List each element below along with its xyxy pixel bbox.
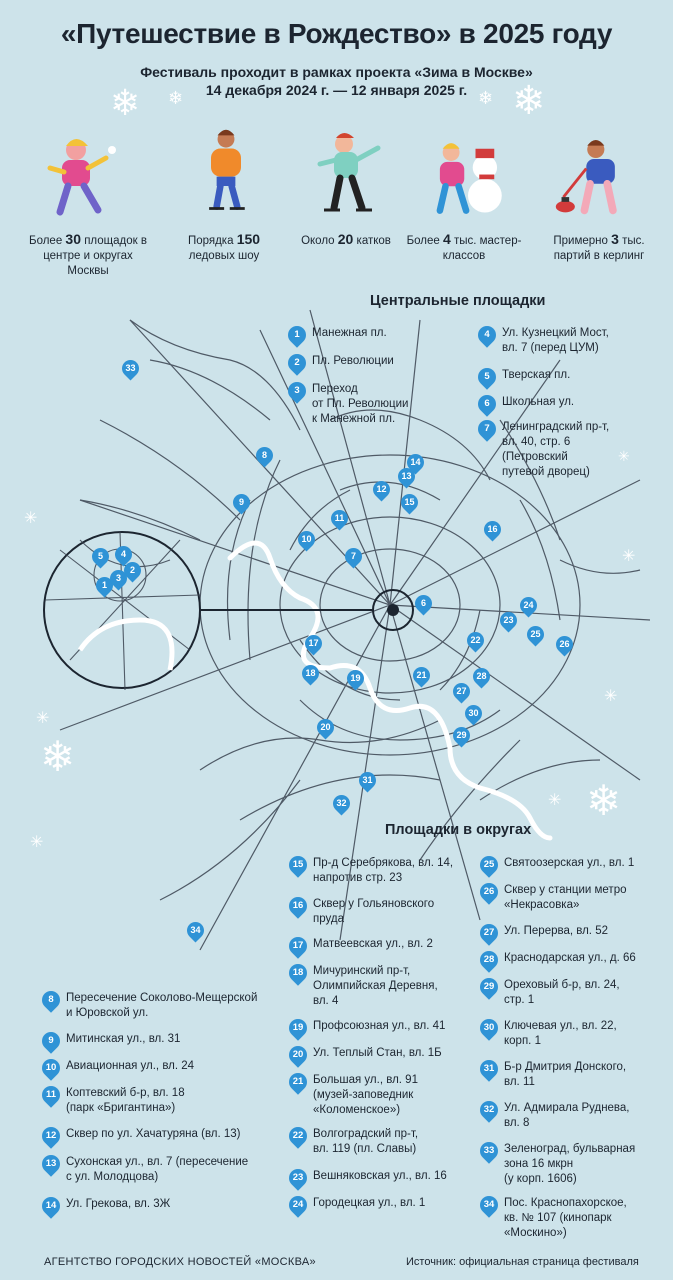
map-pin[interactable]: 34 (183, 918, 207, 942)
pin-icon: 14 (38, 1193, 63, 1218)
map-pin[interactable]: 8 (252, 443, 276, 467)
snowflake-icon: ✳ (604, 688, 618, 705)
pin-icon: 15 (285, 852, 310, 877)
skater-girl-illustration (308, 130, 388, 220)
pin-icon: 12 (38, 1123, 63, 1148)
pin-icon: 27 (476, 920, 501, 945)
central-heading: Центральные площадки (370, 293, 546, 309)
snowflake-icon: ✳ (36, 710, 50, 727)
districts-heading: Площадки в округах (385, 822, 532, 838)
map-pin[interactable]: 12 (369, 477, 393, 501)
map-pin[interactable]: 5 (88, 544, 112, 568)
map-pin[interactable]: 26 (552, 632, 576, 656)
stat-master-classes: Более 4 тыс. мастер-классов (406, 231, 522, 262)
pin-icon: 24 (285, 1192, 310, 1217)
pin-icon: 20 (285, 1042, 310, 1067)
center-dot (387, 604, 399, 616)
pin-icon: 19 (285, 1015, 310, 1040)
map-pin[interactable]: 20 (313, 715, 337, 739)
pin-icon: 2 (284, 350, 309, 375)
map-pin[interactable]: 4 (111, 542, 135, 566)
map-pin[interactable]: 10 (294, 527, 318, 551)
map-pin[interactable]: 11 (327, 506, 351, 530)
map-pin[interactable]: 17 (301, 631, 325, 655)
stat-ice-shows: Порядка 150 ледовых шоу (187, 231, 261, 262)
pin-icon: 1 (284, 322, 309, 347)
map-pin[interactable]: 13 (394, 464, 418, 488)
snowflake-icon: ✳ (618, 448, 630, 464)
pin-icon: 26 (476, 879, 501, 904)
map-pin[interactable]: 32 (329, 791, 353, 815)
map-pin[interactable]: 25 (523, 622, 547, 646)
map-pin[interactable]: 31 (355, 768, 379, 792)
pin-icon: 9 (38, 1028, 63, 1053)
pin-icon: 6 (474, 391, 499, 416)
snowball-thrower-illustration (40, 132, 120, 222)
snowflake-icon: ❄ (40, 733, 76, 780)
stat-rinks: Около 20 катков (301, 231, 391, 247)
snowflake-icon: ❄ (512, 79, 546, 123)
map-pin[interactable]: 19 (343, 666, 367, 690)
snowflake-icon: ✳ (622, 548, 636, 565)
map-pin[interactable]: 6 (411, 591, 435, 615)
river (230, 543, 550, 838)
map-pin[interactable]: 29 (449, 723, 473, 747)
curling-player-illustration (552, 134, 632, 224)
pin-icon: 4 (474, 322, 499, 347)
pin-icon: 23 (285, 1165, 310, 1190)
pin-icon: 22 (285, 1123, 310, 1148)
pin-icon: 8 (38, 987, 63, 1012)
map-pin[interactable]: 22 (463, 628, 487, 652)
map-pin[interactable]: 28 (469, 664, 493, 688)
map-pin[interactable]: 24 (516, 593, 540, 617)
source-note: Источник: официальная страница фестиваля (406, 1256, 639, 1268)
pin-icon: 34 (476, 1192, 501, 1217)
pin-icon: 31 (476, 1056, 501, 1081)
pin-icon: 21 (285, 1069, 310, 1094)
pin-icon: 10 (38, 1055, 63, 1080)
pin-icon: 13 (38, 1151, 63, 1176)
pin-icon: 33 (476, 1138, 501, 1163)
page-title: «Путешествие в Рождество» в 2025 году (60, 18, 613, 49)
snowflake-icon: ✳ (548, 792, 562, 809)
snowflake-icon: ❄ (168, 88, 184, 108)
map-pin[interactable]: 16 (480, 517, 504, 541)
map-pin[interactable]: 23 (496, 608, 520, 632)
snowflake-icon: ❄ (478, 88, 494, 108)
map-pin[interactable]: 3 (106, 566, 130, 590)
pin-icon: 30 (476, 1015, 501, 1040)
snowflake-icon: ✳ (24, 510, 38, 527)
pin-icon: 29 (476, 974, 501, 999)
snowman-illustration (428, 130, 508, 220)
date-range: 14 декабря 2024 г. — 12 января 2025 г. (205, 82, 468, 98)
pin-icon: 3 (284, 378, 309, 403)
map-pin[interactable]: 33 (118, 356, 142, 380)
map-pin[interactable]: 14 (403, 450, 427, 474)
stat-curling: Примерно 3 тыс. партий в керлинг (553, 231, 645, 262)
pin-icon: 28 (476, 947, 501, 972)
map-pin[interactable]: 7 (341, 544, 365, 568)
stat-sites: Более 30 площадок в центре и округах Москвы (29, 231, 147, 277)
map-pin[interactable]: 30 (461, 701, 485, 725)
map-pin[interactable]: 9 (229, 490, 253, 514)
map-pin[interactable]: 2 (120, 558, 144, 582)
map-pin[interactable]: 27 (449, 679, 473, 703)
map-pin[interactable]: 15 (397, 490, 421, 514)
pin-icon: 17 (285, 933, 310, 958)
pin-icon: 5 (474, 364, 499, 389)
skater-illustration (186, 126, 266, 216)
pin-icon: 32 (476, 1097, 501, 1122)
snowflake-icon: ❄ (586, 777, 622, 824)
snowflake-icon: ❄ (110, 82, 141, 123)
pin-icon: 7 (474, 416, 499, 441)
map-pin[interactable]: 21 (409, 663, 433, 687)
pin-icon: 11 (38, 1082, 63, 1107)
map-pin[interactable]: 1 (92, 573, 116, 597)
pin-icon: 25 (476, 852, 501, 877)
snowflake-icon: ✳ (30, 834, 44, 851)
subtitle: Фестиваль проходит в рамках проекта «Зима в Москве» (140, 64, 533, 80)
agency-credit: АГЕНТСТВО ГОРОДСКИХ НОВОСТЕЙ «МОСКВА» (44, 1256, 316, 1268)
pin-icon: 18 (285, 960, 310, 985)
map-pin[interactable]: 18 (298, 661, 322, 685)
pin-icon: 16 (285, 893, 310, 918)
